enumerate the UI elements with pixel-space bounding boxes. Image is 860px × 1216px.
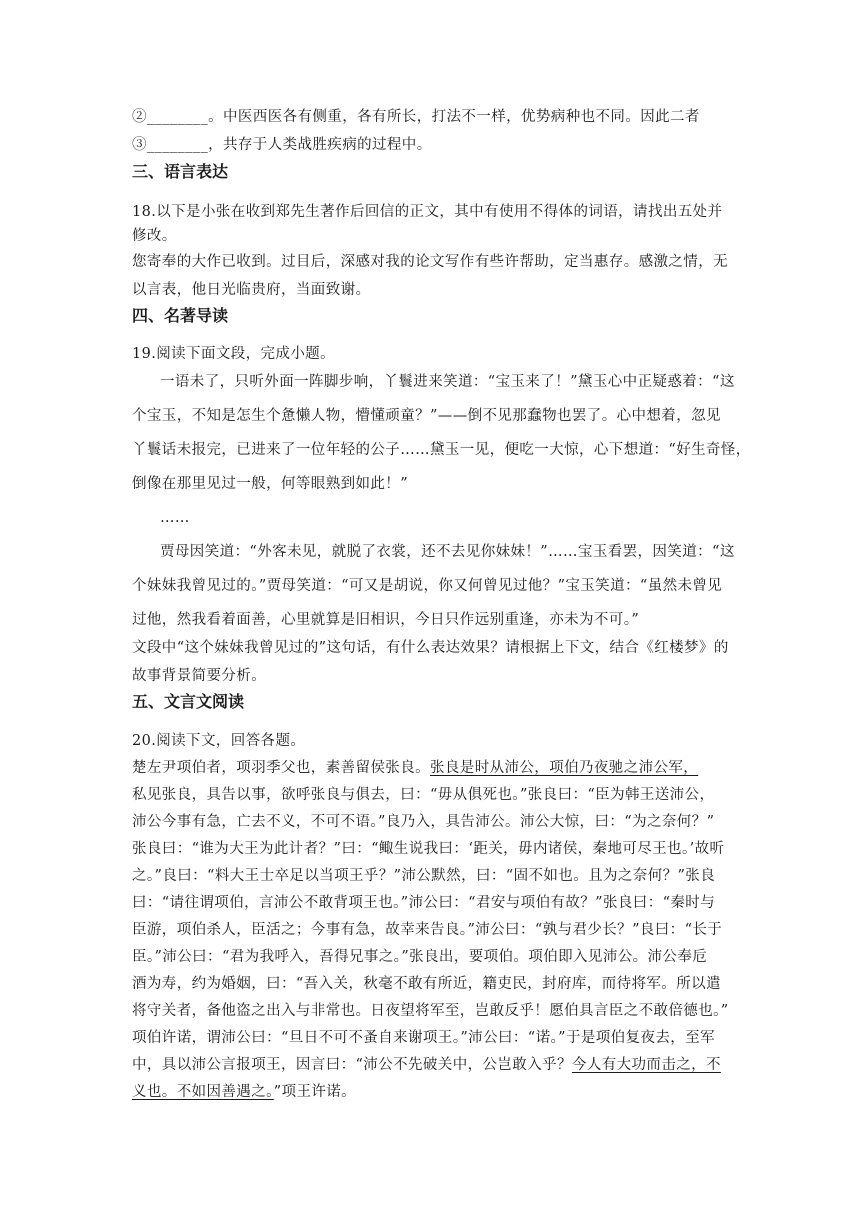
line-text: 19.阅读下面文段，完成小题。 <box>132 346 336 362</box>
text-line <box>132 758 698 778</box>
underlined-text: 今人有大功而击之，不 <box>571 1057 721 1073</box>
text-line <box>132 812 714 832</box>
line-text: 酒为寿，约为婚姻，曰：“吾入关，秋毫不敢有所近，籍吏民，封府库，而待将军。所以遣 <box>132 976 721 992</box>
text-line <box>132 947 707 967</box>
line-text: 贾母因笑道：“外客未见，就脱了衣裳，还不去见你妹妹！”……宝玉看罢，因笑道：“这 <box>160 544 735 560</box>
text-line <box>132 280 370 300</box>
text-line <box>132 610 639 630</box>
text-line <box>132 135 432 155</box>
line-text: 沛公今事有急，亡去不义，不可不语。”良乃入，具告沛公。沛公大惊，曰：“为之奈何？” <box>132 814 715 830</box>
text-line <box>132 731 305 751</box>
line-text: 私见张良，具告以事，欲呼张良与俱去，曰：“毋从俱死也。”张良曰：“臣为韩王送沛公， <box>132 787 715 803</box>
text-line <box>132 406 721 426</box>
line-text: 曰：“请往谓项伯，言沛公不敢背项王也。”沛公曰：“君安与项伯有故？”张良曰：“秦时与 <box>132 895 716 911</box>
line-text: 中，具以沛公言报项王，因言曰：“沛公不先破关中，公岂敢入乎？ <box>132 1057 572 1073</box>
text-line <box>132 785 714 805</box>
text-line <box>132 226 177 246</box>
line-text: 四、名著导读 <box>132 306 229 325</box>
line-text: 之。”良曰：“料大王士卒足以当项王乎？”沛公默然，曰：“固不如也。且为之奈何？”张良 <box>132 868 716 884</box>
line-text-tail: ”项王许诺。 <box>273 1084 357 1100</box>
text-line <box>132 252 728 272</box>
line-text: 丫鬟话未报完，已进来了一位年轻的公子……黛玉一见，便吃一大惊，心下想道：“好生奇怪， <box>132 442 751 458</box>
section-heading <box>132 691 244 713</box>
line-text: 三、语言表达 <box>132 162 229 181</box>
text-line <box>132 576 722 596</box>
line-text: 五、文言文阅读 <box>132 692 245 711</box>
line-text: ③________，共存于人类战胜疾病的过程中。 <box>132 137 432 153</box>
text-line <box>132 839 724 859</box>
line-text: 文段中“这个妹妹我曾见过的”这句话，有什么表达效果？请根据上下文，结合《红楼梦》的 <box>132 640 729 656</box>
line-text: 过他，然我看着面善，心里就算是旧相识，今日只作远别重逢，亦未为不可。” <box>132 612 640 628</box>
text-line <box>132 202 722 222</box>
text-line <box>160 508 190 528</box>
line-text: 个宝玉，不知是怎生个惫懒人物，懵懂顽童？”——倒不见那蠢物也罢了。心中想着，忽见 <box>132 408 721 424</box>
text-line <box>132 893 715 913</box>
text-line <box>132 920 722 940</box>
text-line <box>132 666 266 686</box>
line-text: 20.阅读下文，回答各题。 <box>132 733 306 749</box>
section-heading <box>132 305 228 327</box>
line-text: ②________。中医西医各有侧重，各有所长，打法不一样，优势病种也不同。因此二者 <box>132 109 700 125</box>
text-line <box>132 440 751 460</box>
line-text: 修改。 <box>132 228 177 244</box>
line-text: 一语未了，只听外面一阵脚步响，丫鬟进来笑道：“宝玉来了！”黛玉心中正疑惑着：“这 <box>160 374 735 390</box>
text-line <box>132 1055 721 1075</box>
line-text: 18.以下是小张在收到郑先生著作后回信的正文，其中有使用不得体的词语，请找出五处并 <box>132 204 723 220</box>
line-text: 倒像在那里见过一般，何等眼熟到如此！” <box>132 476 409 492</box>
line-text: 臣。”沛公曰：“君为我呼入，吾得兄事之。”张良出，要项伯。项伯即入见沛公。沛公奉卮 <box>132 949 708 965</box>
text-line <box>132 1082 356 1102</box>
line-text: 将守关者，备他盗之出入与非常也。日夜望将军至，岂敢反乎！愿伯具言臣之不敢倍德也。” <box>132 1003 729 1019</box>
text-line <box>132 1028 715 1048</box>
line-text: 您寄奉的大作已收到。过目后，深感对我的论文写作有些许帮助，定当惠存。感激之情，无 <box>132 254 728 270</box>
text-line <box>132 344 335 364</box>
line-text: 以言表，他日光临贵府，当面致谢。 <box>132 282 371 298</box>
text-line <box>160 542 735 562</box>
text-line <box>160 372 735 392</box>
line-text: 项伯许诺，谓沛公曰：“旦日不可不蚤自来谢项王。”沛公曰：“诺。”于是项伯复夜去，至军 <box>132 1030 715 1046</box>
line-text: 臣游，项伯杀人，臣活之；今事有急，故幸来告良。”沛公曰：“孰与君少长？”良曰：“长于 <box>132 922 723 938</box>
text-line <box>132 1001 729 1021</box>
text-line <box>132 866 715 886</box>
line-text: 故事背景简要分析。 <box>132 668 267 684</box>
section-heading <box>132 161 228 183</box>
underlined-text: 张良是时从沛公，项伯乃夜驰之沛公军， <box>430 760 699 776</box>
line-text: 楚左尹项伯者，项羽季父也，素善留侯张良。 <box>132 760 430 776</box>
text-line <box>132 638 729 658</box>
line-text: 个妹妹我曾见过的。”贾母笑道：“可又是胡说，你又何曾见过他？”宝玉笑道：“虽然未曾见 <box>132 578 723 594</box>
text-line <box>132 474 408 494</box>
text-line <box>132 974 721 994</box>
text-line <box>132 107 700 127</box>
line-text: 张良曰：“谁为大王为此计者？”曰：“鲰生说我曰：‘距关，毋内诸侯，秦地可尽王也。’故听 <box>132 841 725 857</box>
line-text: …… <box>160 510 190 526</box>
underlined-text: 义也。不如因善遇之。 <box>132 1084 274 1100</box>
